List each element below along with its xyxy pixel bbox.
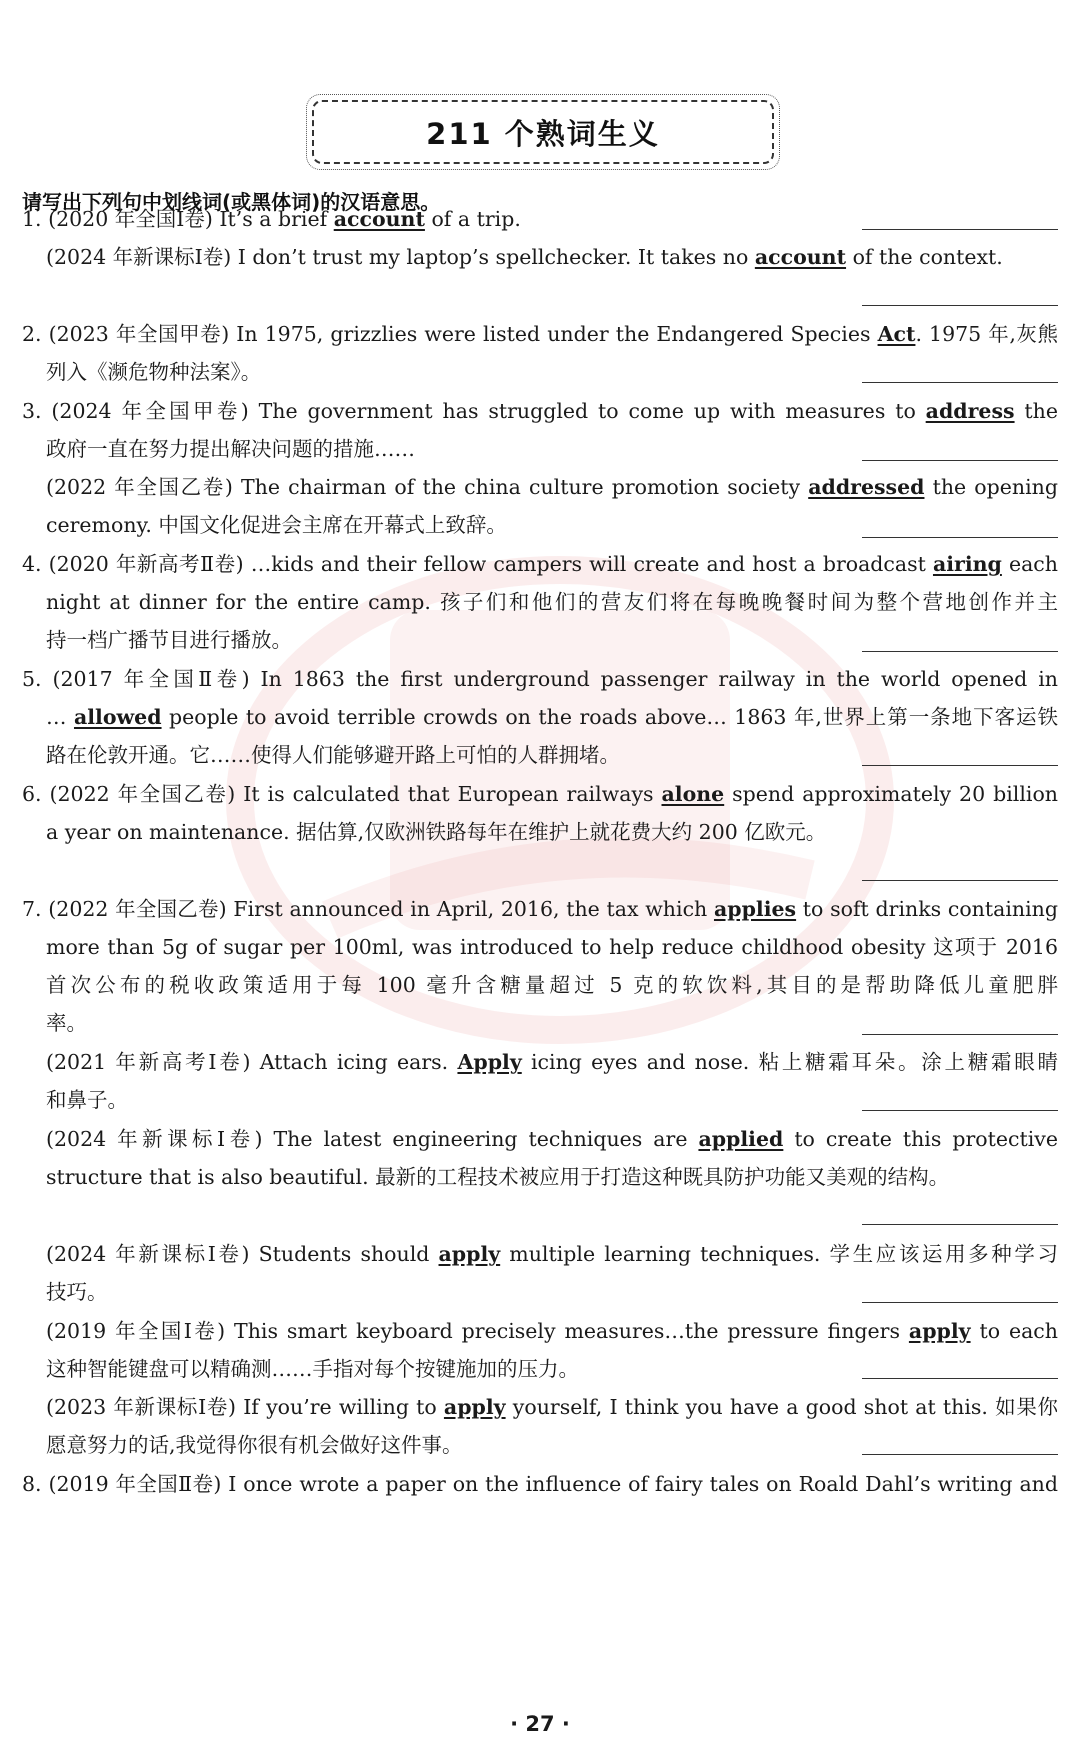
line-text: spend approximately 20 billion bbox=[732, 782, 1058, 806]
keyword-underlined: allowed bbox=[73, 705, 162, 729]
text-line bbox=[46, 817, 1058, 847]
text-line bbox=[46, 510, 1058, 540]
keyword-underlined: applied bbox=[698, 1127, 784, 1151]
text-line bbox=[46, 1430, 1058, 1460]
answer-blank[interactable] bbox=[862, 229, 1058, 230]
answer-blank[interactable] bbox=[862, 1224, 1058, 1225]
line-text: structure that is also beautiful. 最新的工程技术被应用于打造这种既具防护功能又美观的结构。 bbox=[46, 1165, 950, 1189]
line-text: (2024 年新课标Ⅰ卷) Students should bbox=[46, 1242, 439, 1266]
text-line bbox=[46, 1124, 1058, 1154]
line-text: icing eyes and nose. 粘上糖霜耳朵。涂上糖霜眼睛 bbox=[521, 1050, 1058, 1074]
line-text: 路在伦敦开通。它……使得人们能够避开路上可怕的人群拥堵。 bbox=[46, 743, 620, 767]
line-text: 这种智能键盘可以精确测……手指对每个按键施加的压力。 bbox=[46, 1357, 579, 1381]
text-line bbox=[46, 1392, 1058, 1422]
line-text: the bbox=[1024, 399, 1058, 423]
answer-blank[interactable] bbox=[862, 651, 1058, 652]
page-title: 211 个熟词生义 bbox=[426, 116, 660, 151]
answer-blank[interactable] bbox=[862, 460, 1058, 461]
text-line bbox=[46, 472, 1058, 502]
text-line bbox=[22, 664, 1058, 694]
answer-blank[interactable] bbox=[862, 1034, 1058, 1035]
line-text: multiple learning techniques. 学生应该运用多种学习 bbox=[500, 1242, 1058, 1266]
line-text: a year on maintenance. 据估算,仅欧洲铁路每年在维护上就花费大约 200 亿欧元。 bbox=[46, 820, 827, 844]
line-text: 和鼻子。 bbox=[46, 1088, 128, 1112]
line-text: (2019 年全国Ⅰ卷) This smart keyboard precisely measures…the pressure fingers bbox=[46, 1319, 909, 1343]
line-text: … bbox=[46, 705, 74, 729]
keyword-underlined: applies bbox=[713, 897, 797, 921]
text-line bbox=[46, 1047, 1058, 1077]
text-line bbox=[46, 932, 1058, 962]
keyword-underlined: addressed bbox=[808, 475, 925, 499]
answer-blank[interactable] bbox=[862, 1378, 1058, 1379]
line-text: of a trip. bbox=[424, 207, 521, 231]
line-text: 首次公布的税收政策适用于每 100 毫升含糖量超过 5 克的软饮料,其目的是帮助降低儿童肥胖 bbox=[46, 973, 1058, 997]
keyword-underlined: account bbox=[754, 245, 847, 269]
line-text: 技巧。 bbox=[46, 1280, 108, 1304]
text-line bbox=[22, 319, 1058, 349]
line-text: 4. (2020 年新高考Ⅱ卷) …kids and their fellow campers will create and host a broadcast bbox=[22, 552, 933, 576]
keyword-underlined: apply bbox=[443, 1395, 506, 1419]
line-text: 1. (2020 年全国Ⅰ卷) It’s a brief bbox=[22, 207, 334, 231]
line-text: 5. (2017 年全国Ⅱ卷) In 1863 the first underground passenger railway in the world opened in bbox=[22, 667, 1058, 691]
text-line bbox=[46, 1162, 1058, 1192]
title-frame bbox=[312, 100, 774, 164]
line-text: 率。 bbox=[46, 1011, 87, 1035]
text-line bbox=[46, 587, 1058, 617]
line-text: 2. (2023 年全国甲卷) In 1975, grizzlies were listed under the Endangered Species bbox=[22, 322, 878, 346]
line-text: (2024 年新课标Ⅰ卷) The latest engineering techniques are bbox=[46, 1127, 699, 1151]
keyword-underlined: alone bbox=[661, 782, 725, 806]
text-line bbox=[46, 1316, 1058, 1346]
text-line bbox=[22, 894, 1058, 924]
answer-blank[interactable] bbox=[862, 305, 1058, 306]
line-text: (2023 年新课标Ⅰ卷) If you’re willing to bbox=[46, 1395, 444, 1419]
line-text: to soft drinks containing bbox=[796, 897, 1058, 921]
text-line bbox=[46, 1354, 1058, 1384]
keyword-underlined: address bbox=[925, 399, 1015, 423]
line-text: yourself, I think you have a good shot at this. 如果你 bbox=[505, 1395, 1058, 1419]
line-text: (2021 年新高考Ⅰ卷) Attach icing ears. bbox=[46, 1050, 458, 1074]
keyword-underlined: apply bbox=[908, 1319, 971, 1343]
keyword-underlined: airing bbox=[932, 552, 1002, 576]
text-line bbox=[46, 702, 1058, 732]
text-line bbox=[22, 549, 1058, 579]
line-text: of the context. bbox=[846, 245, 1003, 269]
line-text: (2022 年全国乙卷) The chairman of the china culture promotion society bbox=[46, 475, 809, 499]
line-text: 7. (2022 年全国乙卷) First announced in April, 2016, the tax which bbox=[22, 897, 714, 921]
text-line bbox=[46, 970, 1058, 1000]
line-text: ceremony. 中国文化促进会主席在开幕式上致辞。 bbox=[46, 513, 507, 537]
keyword-underlined: Apply bbox=[457, 1050, 522, 1074]
answer-blank[interactable] bbox=[862, 1302, 1058, 1303]
line-text: 6. (2022 年全国乙卷) It is calculated that European railways bbox=[22, 782, 662, 806]
answer-blank[interactable] bbox=[862, 1454, 1058, 1455]
line-text: (2024 年新课标Ⅰ卷) I don’t trust my laptop’s spellchecker. It takes no bbox=[46, 245, 755, 269]
line-text: more than 5g of sugar per 100ml, was introduced to help reduce childhood obesity 这项于 2016 bbox=[46, 935, 1058, 959]
line-text: people to avoid terrible crowds on the roads above… 1863 年,世界上第一条地下客运铁 bbox=[161, 705, 1058, 729]
line-text: night at dinner for the entire camp. 孩子们和他们的营友们将在每晚晚餐时间为整个营地创作并主 bbox=[46, 590, 1058, 614]
line-text: . 1975 年,灰熊 bbox=[915, 322, 1058, 346]
keyword-underlined: apply bbox=[438, 1242, 501, 1266]
text-line bbox=[46, 242, 1058, 272]
line-text: 3. (2024 年全国甲卷) The government has struggled to come up with measures to bbox=[22, 399, 926, 423]
line-text: to create this protective bbox=[794, 1127, 1058, 1151]
line-text: to each bbox=[979, 1319, 1058, 1343]
line-text: 列入《濒危物种法案》。 bbox=[46, 360, 262, 384]
keyword-underlined: account bbox=[333, 207, 425, 231]
answer-blank[interactable] bbox=[862, 537, 1058, 538]
line-text: 持一档广播节目进行播放。 bbox=[46, 628, 292, 652]
answer-blank[interactable] bbox=[862, 880, 1058, 881]
text-line bbox=[22, 779, 1058, 809]
answer-blank[interactable] bbox=[862, 382, 1058, 383]
text-line bbox=[46, 1239, 1058, 1269]
text-line bbox=[22, 1469, 1058, 1499]
line-text: 8. (2019 年全国Ⅱ卷) I once wrote a paper on the influence of fairy tales on Roald Dahl’s writing and bbox=[22, 1472, 1058, 1496]
page-number: · 27 · bbox=[510, 1712, 570, 1736]
instruction-text: 请写出下列句中划线词(或黑体词)的汉语意思。 bbox=[22, 190, 441, 214]
text-line bbox=[22, 396, 1058, 426]
keyword-underlined: Act bbox=[877, 322, 916, 346]
line-text: each bbox=[1001, 552, 1058, 576]
line-text: the opening bbox=[924, 475, 1058, 499]
line-text: 政府一直在努力提出解决问题的措施…… bbox=[46, 437, 415, 461]
answer-blank[interactable] bbox=[862, 765, 1058, 766]
line-text: 愿意努力的话,我觉得你很有机会做好这件事。 bbox=[46, 1433, 463, 1457]
answer-blank[interactable] bbox=[862, 1110, 1058, 1111]
